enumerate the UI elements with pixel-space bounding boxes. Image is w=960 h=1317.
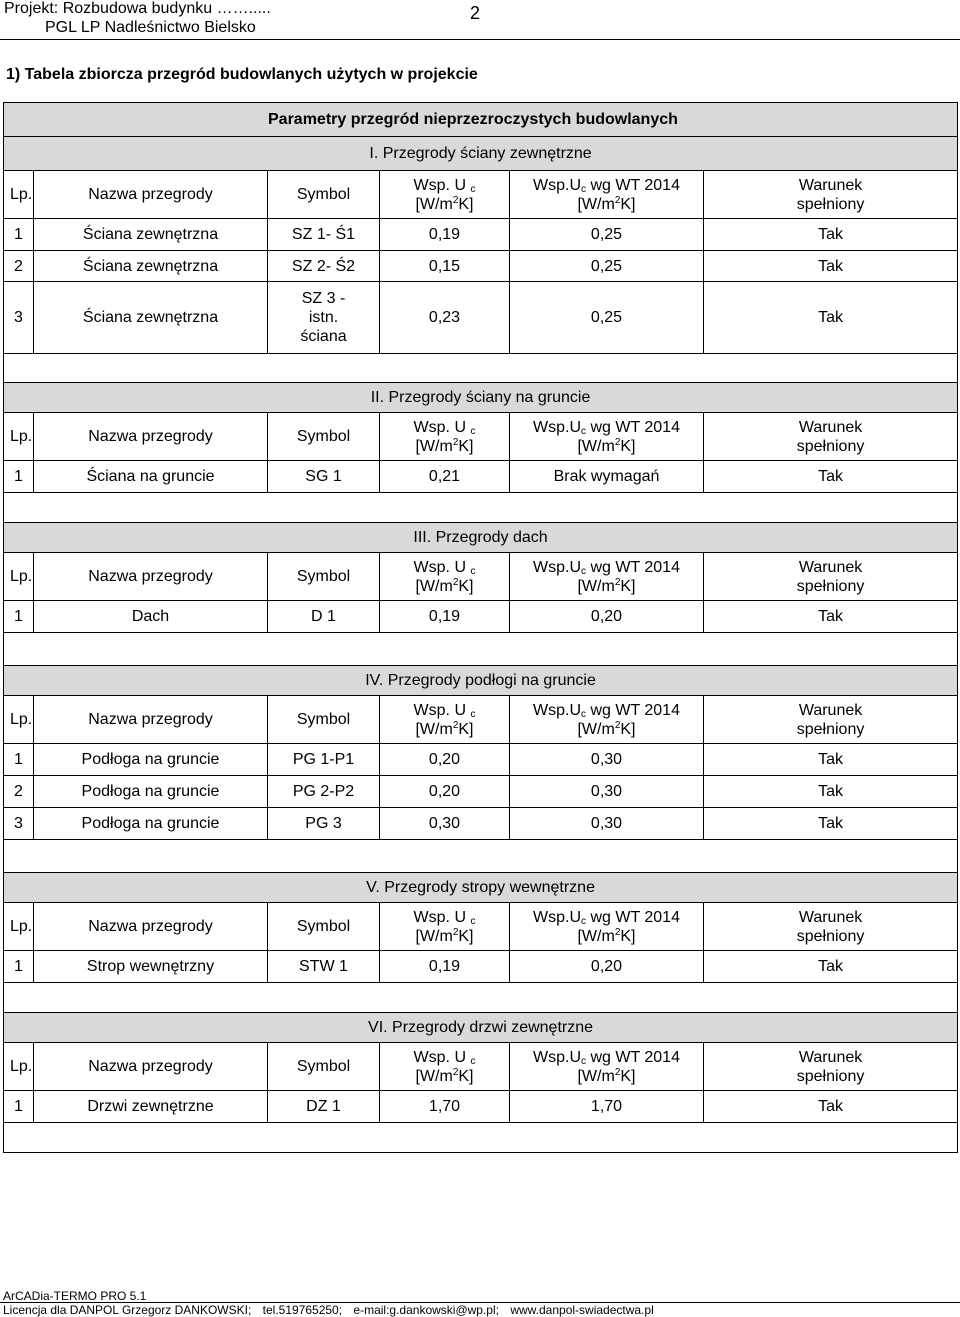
section-header [4, 383, 958, 413]
section-header [4, 873, 958, 903]
cell-name: Strop wewnętrzny [34, 951, 268, 983]
col-lp: Lp. [4, 903, 34, 951]
col-name: Nazwa przegrody [34, 903, 268, 951]
cell-name: Podłoga na gruncie [34, 808, 268, 840]
footer-license-holder: Licencja dla DANPOL Grzegorz DANKOWSKI; [3, 1303, 252, 1317]
col-wt: $Wsp.U_c$ wg WT 2014 $[W/m^2K]$ [510, 171, 704, 219]
col-lp: Lp. [4, 696, 34, 744]
col-symbol: Symbol [268, 1043, 380, 1091]
cell-wt: Brak wymagań [510, 461, 704, 493]
spacer-row [4, 633, 958, 666]
cell-name: Podłoga na gruncie [34, 744, 268, 776]
cell-condition: Tak [704, 776, 958, 808]
col-uc: Wsp. U $_c$ $[W/m^2K]$ [380, 903, 510, 951]
footer-email: e-mail:g.dankowski@wp.pl; [353, 1303, 499, 1317]
col-uc: Wsp. U $_c$ $[W/m^2K]$ [380, 413, 510, 461]
cell-uc: 0,19 [380, 601, 510, 633]
col-name: Nazwa przegrody [34, 696, 268, 744]
col-lp: Lp. [4, 1043, 34, 1091]
col-condition: Warunek spełniony [704, 413, 958, 461]
section-title: III. Przegrody dach [4, 523, 958, 553]
section-title: VI. Przegrody drzwi zewnętrzne [4, 1013, 958, 1043]
cell-symbol: PG 2-P2 [268, 776, 380, 808]
cell-condition: Tak [704, 1091, 958, 1123]
cell-lp: 3 [4, 282, 34, 354]
cell-condition: Tak [704, 744, 958, 776]
col-uc: Wsp. U $_c$ $[W/m^2K]$ [380, 553, 510, 601]
cell-name: Dach [34, 601, 268, 633]
cell-uc: 0,30 [380, 808, 510, 840]
col-condition: Warunek spełniony [704, 696, 958, 744]
footer-software: ArCADia-TERMO PRO 5.1 [3, 1289, 147, 1303]
col-name: Nazwa przegrody [34, 1043, 268, 1091]
cell-wt: 0,20 [510, 951, 704, 983]
spacer-row [4, 1123, 958, 1153]
col-uc: Wsp. U $_c$ $[W/m^2K]$ [380, 696, 510, 744]
cell-lp: 1 [4, 744, 34, 776]
table-row [4, 744, 958, 776]
footer-license [3, 1303, 662, 1317]
cell-lp: 1 [4, 219, 34, 251]
section-title: IV. Przegrody podłogi na gruncie [4, 666, 958, 696]
spacer-row [4, 983, 958, 1013]
cell-symbol: PG 1-P1 [268, 744, 380, 776]
table-row [4, 461, 958, 493]
col-condition: Warunek spełniony [704, 1043, 958, 1091]
project-name: Projekt: Rozbudowa budynku ……..... [4, 0, 271, 17]
cell-wt: 0,30 [510, 776, 704, 808]
col-wt: $Wsp.U_c$ wg WT 2014 $[W/m^2K]$ [510, 413, 704, 461]
col-symbol: Symbol [268, 553, 380, 601]
organization-name: PGL LP Nadleśnictwo Bielsko [45, 19, 256, 36]
cell-condition: Tak [704, 282, 958, 354]
table-title: Parametry przegród nieprzezroczystych budowlanych [4, 103, 958, 137]
cell-wt: 0,30 [510, 808, 704, 840]
col-condition: Warunek spełniony [704, 553, 958, 601]
col-uc: Wsp. U $_c$ $[W/m^2K]$ [380, 171, 510, 219]
cell-condition: Tak [704, 461, 958, 493]
column-header-row [4, 413, 958, 461]
cell-uc: 0,20 [380, 776, 510, 808]
main-title: 1) Tabela zbiorcza przegród budowlanych użytych w projekcie [6, 66, 478, 83]
table-row [4, 951, 958, 983]
cell-wt: 0,25 [510, 251, 704, 282]
footer-phone: tel.519765250; [262, 1303, 343, 1317]
spacer-row [4, 493, 958, 523]
cell-symbol: SZ 1- Ś1 [268, 219, 380, 251]
section-header [4, 1013, 958, 1043]
table-row [4, 808, 958, 840]
page-number: 2 [470, 3, 481, 23]
cell-uc: 0,15 [380, 251, 510, 282]
cell-uc: 0,20 [380, 744, 510, 776]
col-condition: Warunek spełniony [704, 903, 958, 951]
cell-name: Ściana na gruncie [34, 461, 268, 493]
cell-wt: 0,20 [510, 601, 704, 633]
cell-lp: 1 [4, 601, 34, 633]
cell-lp: 1 [4, 1091, 34, 1123]
section-header [4, 137, 958, 171]
col-condition: Warunek spełniony [704, 171, 958, 219]
cell-symbol: DZ 1 [268, 1091, 380, 1123]
cell-name: Ściana zewnętrzna [34, 282, 268, 354]
col-name: Nazwa przegrody [34, 171, 268, 219]
section-title: V. Przegrody stropy wewnętrzne [4, 873, 958, 903]
spacer-row [4, 354, 958, 383]
cell-condition: Tak [704, 251, 958, 282]
column-header-row [4, 1043, 958, 1091]
cell-name: Drzwi zewnętrzne [34, 1091, 268, 1123]
cell-uc: 0,23 [380, 282, 510, 354]
spacer-row [4, 840, 958, 873]
cell-condition: Tak [704, 219, 958, 251]
cell-uc: 1,70 [380, 1091, 510, 1123]
col-symbol: Symbol [268, 696, 380, 744]
footer-website: www.danpol-swiadectwa.pl [510, 1303, 654, 1317]
cell-condition: Tak [704, 951, 958, 983]
col-name: Nazwa przegrody [34, 413, 268, 461]
section-header [4, 666, 958, 696]
cell-lp: 3 [4, 808, 34, 840]
column-header-row [4, 553, 958, 601]
header-divider [0, 39, 960, 40]
col-wt: $Wsp.U_c$ wg WT 2014 $[W/m^2K]$ [510, 1043, 704, 1091]
column-header-row [4, 696, 958, 744]
cell-wt: 0,25 [510, 282, 704, 354]
col-uc: Wsp. U $_c$ $[W/m^2K]$ [380, 1043, 510, 1091]
cell-uc: 0,19 [380, 951, 510, 983]
cell-lp: 1 [4, 461, 34, 493]
table-row [4, 776, 958, 808]
col-wt: $Wsp.U_c$ wg WT 2014 $[W/m^2K]$ [510, 696, 704, 744]
column-header-row [4, 171, 958, 219]
cell-name: Podłoga na gruncie [34, 776, 268, 808]
table-row [4, 601, 958, 633]
cell-wt: 0,30 [510, 744, 704, 776]
cell-uc: 0,21 [380, 461, 510, 493]
col-symbol: Symbol [268, 171, 380, 219]
col-lp: Lp. [4, 413, 34, 461]
col-symbol: Symbol [268, 413, 380, 461]
column-header-row [4, 903, 958, 951]
section-header [4, 523, 958, 553]
table-title-row [4, 103, 958, 137]
section-title: II. Przegrody ściany na gruncie [4, 383, 958, 413]
cell-symbol: SG 1 [268, 461, 380, 493]
cell-lp: 2 [4, 776, 34, 808]
col-wt: $Wsp.U_c$ wg WT 2014 $[W/m^2K]$ [510, 903, 704, 951]
section-title: I. Przegrody ściany zewnętrzne [4, 137, 958, 171]
cell-wt: 0,25 [510, 219, 704, 251]
table-row [4, 282, 958, 354]
cell-condition: Tak [704, 808, 958, 840]
table-row [4, 1091, 958, 1123]
col-name: Nazwa przegrody [34, 553, 268, 601]
cell-uc: 0,19 [380, 219, 510, 251]
col-symbol: Symbol [268, 903, 380, 951]
cell-symbol: SZ 2- Ś2 [268, 251, 380, 282]
cell-symbol: D 1 [268, 601, 380, 633]
cell-name: Ściana zewnętrzna [34, 219, 268, 251]
cell-symbol: SZ 3 - istn. ściana [268, 282, 380, 354]
cell-lp: 2 [4, 251, 34, 282]
col-lp: Lp. [4, 171, 34, 219]
cell-name: Ściana zewnętrzna [34, 251, 268, 282]
partitions-table [3, 102, 958, 1153]
table-row [4, 219, 958, 251]
cell-wt: 1,70 [510, 1091, 704, 1123]
col-wt: $Wsp.U_c$ wg WT 2014 $[W/m^2K]$ [510, 553, 704, 601]
cell-condition: Tak [704, 601, 958, 633]
cell-lp: 1 [4, 951, 34, 983]
table-row [4, 251, 958, 282]
cell-symbol: STW 1 [268, 951, 380, 983]
cell-symbol: PG 3 [268, 808, 380, 840]
col-lp: Lp. [4, 553, 34, 601]
